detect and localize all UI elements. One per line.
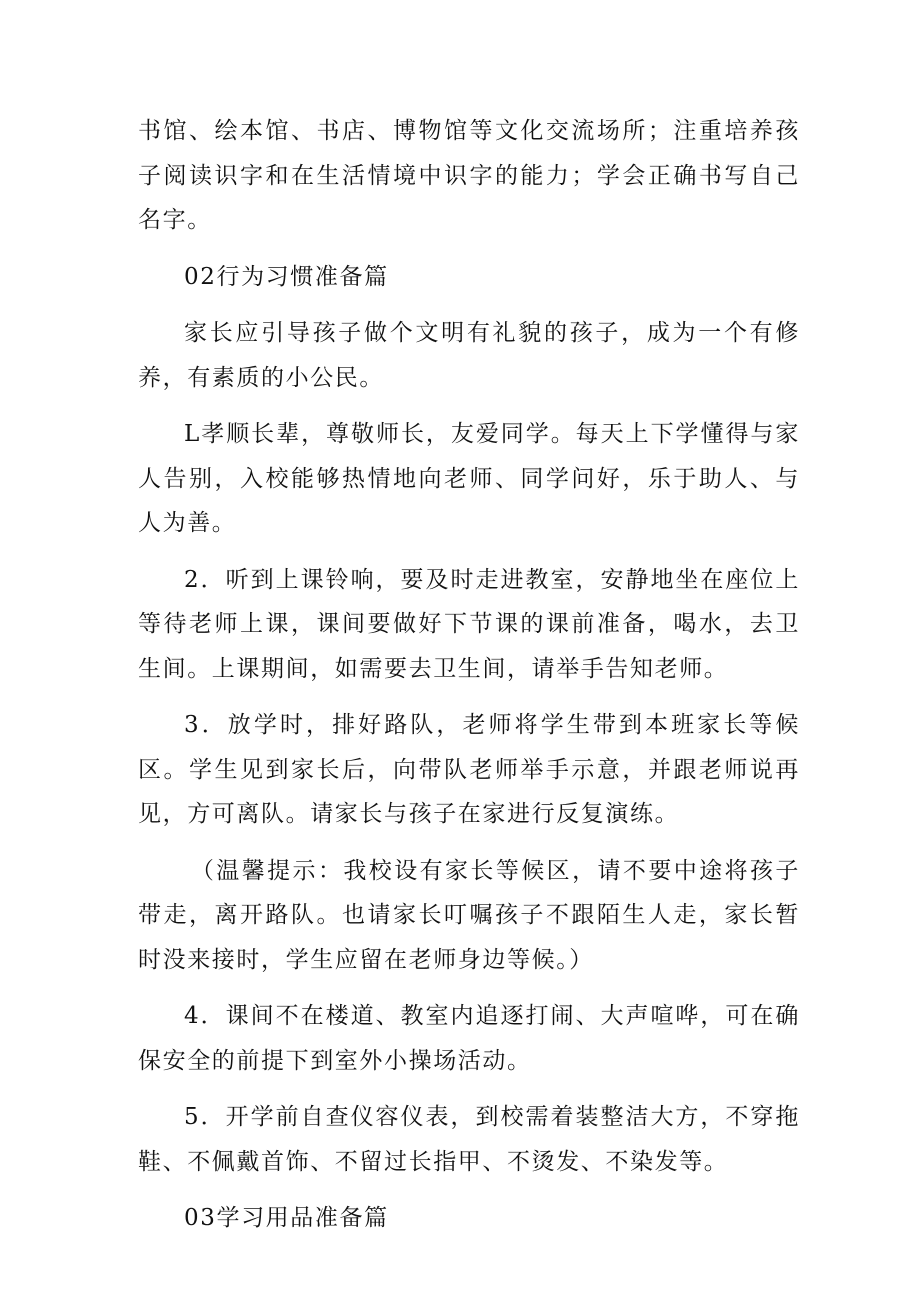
- section-heading-03: 03学习用品准备篇: [184, 1205, 389, 1231]
- paragraph-item-5: 5．开学前自查仪容仪表，到校需着装整洁大方，不穿拖鞋、不佩戴首饰、不留过长指甲、不烫发、不染发等。: [138, 1104, 800, 1175]
- paragraph-tip: （温馨提示：我校设有家长等候区，请不要中途将孩子带走，离开路队。也请家长叮嘱孩子不跟陌生人走，家长暂时没来接时，学生应留在老师身边等候。）: [138, 857, 800, 973]
- paragraph-item-4: 4．课间不在楼道、教室内追逐打闹、大声喧哗，可在确保安全的前提下到室外小操场活动。: [138, 1003, 800, 1074]
- section-heading-02: 02行为习惯准备篇: [184, 263, 389, 290]
- paragraph-continued: 书馆、绘本馆、书店、博物馆等文化交流场所；注重培养孩子阅读识字和在生活情境中识字的能力；学会正确书写自己名字。: [138, 118, 800, 233]
- paragraph-intro: 家长应引导孩子做个文明有礼貌的孩子，成为一个有修养，有素质的小公民。: [138, 320, 800, 391]
- paragraph-item-2: 2．听到上课铃响，要及时走进教室，安静地坐在座位上等待老师上课，课间要做好下节课的课前准备，喝水，去卫生间。上课期间，如需要去卫生间，请举手告知老师。: [138, 566, 800, 682]
- paragraph-item-3: 3．放学时，排好路队，老师将学生带到本班家长等候区。学生见到家长后，向带队老师举手示意，并跟老师说再见，方可离队。请家长与孩子在家进行反复演练。: [138, 712, 800, 827]
- paragraph-item-1: L孝顺长辈，尊敬师长，友爱同学。每天上下学懂得与家人告别，入校能够热情地向老师、同学问好，乐于助人、与人为善。: [138, 421, 800, 536]
